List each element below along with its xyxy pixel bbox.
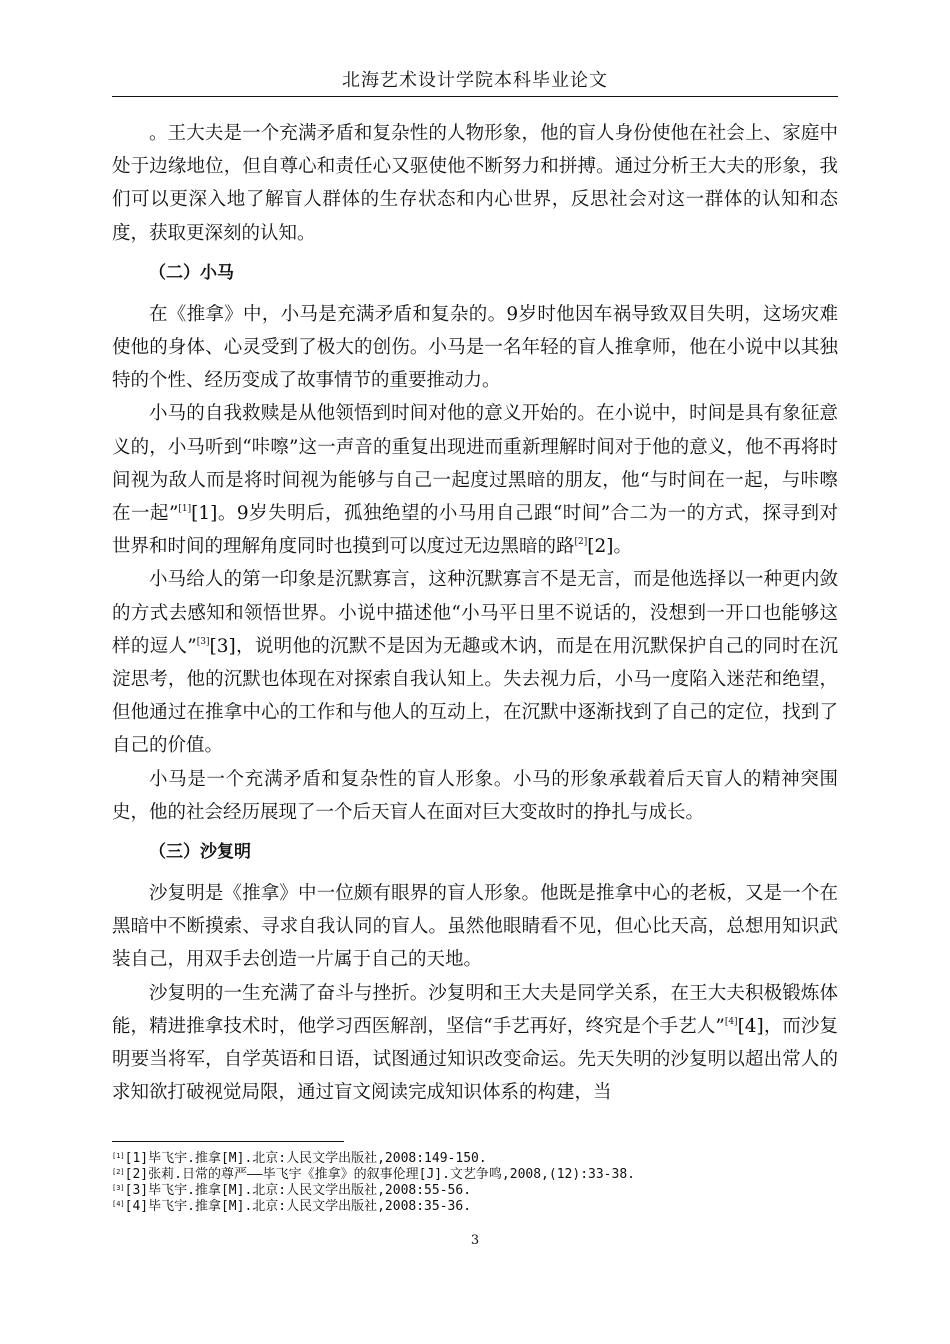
footnote-mark: [2]	[112, 1168, 125, 1176]
footnote-ref-1[interactable]: [1]	[178, 504, 192, 515]
paragraph-xiaoma-time	[112, 397, 838, 563]
paragraph-xiaoma-intro: 在《推拿》中，小马是充满矛盾和复杂的。9岁时他因车祸导致双目失明，这场灾难使他的身体、心灵受到了极大的创伤。小马是一名年轻的盲人推拿师，他在小说中以其独特的个性、经历变成了故事情节的重要推动力。	[112, 303, 838, 392]
paragraph-xiaoma-silence	[112, 563, 838, 762]
footnote-ref-3[interactable]: [3]	[196, 636, 210, 647]
footnote-mark: [3]	[112, 1184, 125, 1192]
page-header-title: 北海艺术设计学院本科毕业论文	[342, 70, 608, 91]
paragraph-text: [4]，而沙复明要当将军，自学英语和日语，试图通过知识改变命运。先天失明的沙复明以超出常人的求知欲打破视觉局限，通过盲文阅读完成知识体系的构建，当	[112, 1015, 838, 1104]
footnote-divider	[112, 1141, 344, 1142]
section-heading-xiaoma: （二）小马	[149, 262, 234, 283]
paragraph-shafuming-struggle	[112, 977, 838, 1110]
page-number: 3	[470, 1233, 480, 1248]
paragraph-wang-conclusion: 。王大夫是一个充满矛盾和复杂性的人物形象，他的盲人身份使他在社会上、家庭中处于边缘地位，但自尊心和责任心又驱使他不断努力和拼搏。通过分析王大夫的形象，我们可以更深入地了解盲人群体的生存状态和内心世界，反思社会对这一群体的认知和态度，获取更深刻的认知。	[112, 123, 838, 244]
paragraph-shafuming-intro: 沙复明是《推拿》中一位颇有眼界的盲人形象。他既是推拿中心的老板，又是一个在黑暗中不断摸索、寻求自我认同的盲人。虽然他眼睛看不见，但心比天高，总想用知识武装自己，用双手去创造一片属于自己的天地。	[112, 883, 838, 971]
section-heading-shafuming: （三）沙复明	[149, 842, 251, 863]
footnote-item	[112, 1199, 838, 1215]
paragraph-text: [2]。	[587, 536, 632, 558]
footnote-item	[112, 1167, 838, 1183]
paragraph-xiaoma-summary: 小马是一个充满矛盾和复杂性的盲人形象。小马的形象承载着后天盲人的精神突围史，他的社会经历展现了一个后天盲人在面对巨大变故时的挣扎与成长。	[112, 768, 838, 823]
header-divider	[112, 96, 838, 97]
footnote-text: [4]毕飞宇.推拿[M].北京:人民文学出版社,2008:35-36.	[124, 1199, 472, 1214]
footnote-text: [1]毕飞宇.推拿[M].北京:人民文学出版社,2008:149-150.	[124, 1151, 487, 1166]
footnote-item	[112, 1183, 838, 1199]
footnotes	[112, 1151, 838, 1215]
footnote-mark: [1]	[112, 1152, 125, 1160]
footnote-ref-4[interactable]: [4]	[724, 1016, 738, 1027]
paragraph-text: [3]，说明他的沉默不是因为无趣或木讷，而是在用沉默保护自己的同时在沉淀思考，他的沉默也体现在对探索自我认知上。失去视力后，小马一度陷入迷茫和绝望，但他通过在推拿中心的工作和与他人的互动上，在沉默中逐渐找到了自己的定位，找到了自己的价值。	[112, 635, 838, 757]
paragraph-text: [1]。9岁失明后，孤独绝望的小马用自己跟“时间”合二为一的方式，探寻到对世界和时间的理解角度同时也摸到可以度过无边黑暗的路	[112, 503, 838, 558]
footnote-item	[112, 1151, 838, 1167]
paragraph-text: 小马的自我救赎是从他领悟到时间对他的意义开始的。在小说中，时间是具有象征意义的，小马听到“咔嚓”这一声音的重复出现进而重新理解时间对于他的意义，他不再将时间视为敌人而是将时间视为能够与自己一起度过黑暗的朋友，他“与时间在一起，与咔嚓在一起”	[112, 403, 838, 525]
paragraph-text: 小马给人的第一印象是沉默寡言，这种沉默寡言不是无言，而是他选择以一种更内敛的方式去感知和领悟世界。小说中描述他“小马平日里不说话的，没想到一开口也能够这样的逗人”	[112, 569, 838, 657]
footnote-ref-2[interactable]: [2]	[574, 537, 588, 548]
body-text	[112, 117, 838, 1109]
paragraph-text: 沙复明的一生充满了奋斗与挫折。沙复明和王大夫是同学关系，在王大夫积极锻炼体能，精进推拿技术时，他学习西医解剖，坚信“手艺再好，终究是个手艺人”	[112, 982, 838, 1037]
footnote-text: [3]毕飞宇.推拿[M].北京:人民文学出版社,2008:55-56.	[124, 1183, 472, 1198]
footnote-mark: [4]	[112, 1200, 125, 1208]
footnote-text: [2]张莉.日常的尊严——毕飞宇《推拿》的叙事伦理[J].文艺争鸣,2008,(12):33-38.	[124, 1167, 635, 1182]
